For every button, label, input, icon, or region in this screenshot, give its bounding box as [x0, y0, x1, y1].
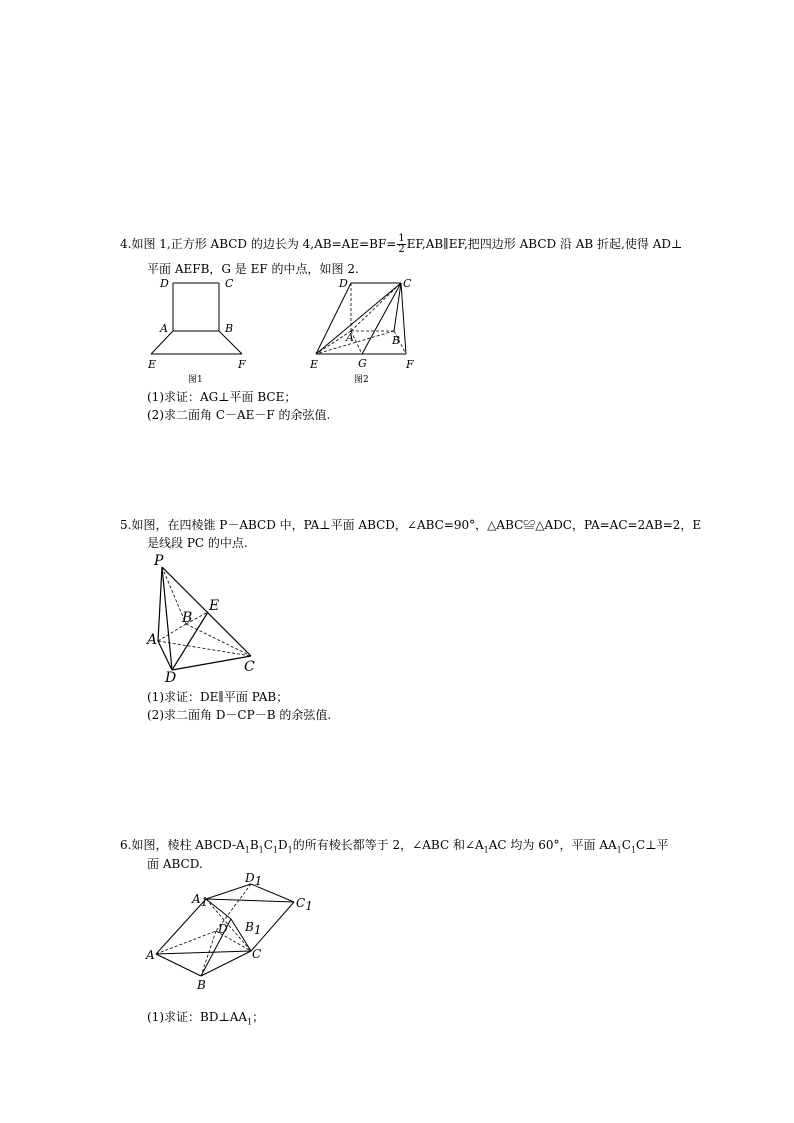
fig1-label-C: C — [225, 277, 234, 290]
q4-line1-pre: 4.如图 1,正方形 ABCD 的边长为 4,AB=AE=BF= — [120, 237, 397, 251]
fraction-half — [397, 234, 405, 255]
fig2-label-E: E — [310, 358, 319, 371]
q6-label-C1: C1 — [296, 896, 313, 913]
fig1-label-A: A — [160, 322, 168, 335]
q5-part2: (2)求二面角 D－CP－B 的余弦值. — [147, 708, 332, 722]
q4-line1 — [120, 234, 682, 255]
q5-label-A: A — [147, 632, 158, 648]
q4-figure1 — [146, 276, 256, 386]
fig2-label-A: A — [346, 331, 354, 344]
q6-text-f: AC 均为 60°，平面 AA — [488, 838, 617, 852]
q6-label-A1: A1 — [192, 892, 209, 909]
q4-figure2 — [306, 276, 426, 386]
q6-sub: 1 — [258, 845, 264, 855]
q6-text-h: C⊥平 — [636, 838, 669, 852]
q6-line1 — [120, 838, 669, 857]
q5-label-D: D — [165, 670, 177, 686]
q6-text-b: B — [249, 838, 259, 852]
q6-label-A: A — [146, 948, 155, 962]
q6-text-g: C — [621, 838, 631, 852]
fig2-label-D: D — [339, 277, 348, 290]
q6-text-a: 6.如图，棱柱 ABCD-A — [120, 838, 245, 852]
q4-part2: (2)求二面角 C－AE－F 的余弦值. — [147, 408, 331, 422]
q6-text-e: 的所有棱长都等于 2，∠ABC 和∠A — [292, 838, 484, 852]
q6-sub: 1 — [630, 845, 637, 855]
fig2-label-G: G — [358, 357, 367, 370]
q6-label-C: C — [252, 947, 262, 961]
q5-line1: 5.如图，在四棱锥 P－ABCD 中，PA⊥平面 ABCD，∠ABC=90°，△ABC≌△ADC，PA=AC=2AB=2，E — [120, 518, 702, 532]
q6-sub: 1 — [272, 845, 279, 855]
q6-label-D1: D1 — [245, 871, 263, 888]
fig1-label-B: B — [225, 322, 234, 335]
frac-numerator: 1 — [398, 233, 405, 244]
q6-sub: 1 — [287, 845, 293, 855]
q4-line2: 平面 AEFB，G 是 EF 的中点，如图 2. — [147, 262, 359, 276]
fig2-label-C: C — [403, 277, 412, 290]
q6-figure — [146, 869, 311, 994]
q5-part1: (1)求证：DE∥平面 PAB； — [147, 690, 289, 704]
q6-label-D: D — [218, 922, 228, 936]
q6-text-d: D — [278, 838, 288, 852]
q5-line2: 是线段 PC 的中点. — [147, 536, 248, 550]
q6-label-B1: B1 — [245, 920, 262, 937]
q6-part1-a: (1)求证：BD⊥AA — [147, 1010, 248, 1024]
q5-label-P: P — [154, 553, 164, 569]
q6-text-c: C — [263, 838, 273, 852]
q5-label-E: E — [209, 598, 220, 614]
q6-sub: 1 — [616, 845, 622, 855]
fig1-label-E: E — [148, 358, 157, 371]
q5-label-B: B — [182, 610, 193, 626]
q6-part1 — [147, 1010, 264, 1029]
q5-figure — [144, 552, 269, 686]
q6-label-B: B — [197, 978, 206, 992]
fig2-label-F: F — [406, 358, 414, 371]
fig1-caption: 图1 — [188, 375, 203, 385]
fig2-caption: 图2 — [354, 375, 369, 385]
fig1-label-F: F — [238, 358, 246, 371]
fig2-label-B: B — [392, 334, 401, 347]
q6-line2: 面 ABCD. — [147, 857, 203, 871]
q6-part1-b: ； — [252, 1010, 265, 1024]
q6-sub: 1 — [483, 845, 489, 855]
q4-part1: (1)求证：AG⊥平面 BCE； — [147, 390, 297, 404]
q6-part1-sub: 1 — [247, 1017, 253, 1027]
q4-line1-post: EF,AB∥EF,把四边形 ABCD 沿 AB 折起,使得 AD⊥ — [406, 237, 683, 251]
q5-label-C: C — [244, 659, 255, 675]
q6-sub: 1 — [244, 845, 250, 855]
frac-denominator: 2 — [398, 244, 405, 255]
fig1-label-D: D — [160, 277, 169, 290]
